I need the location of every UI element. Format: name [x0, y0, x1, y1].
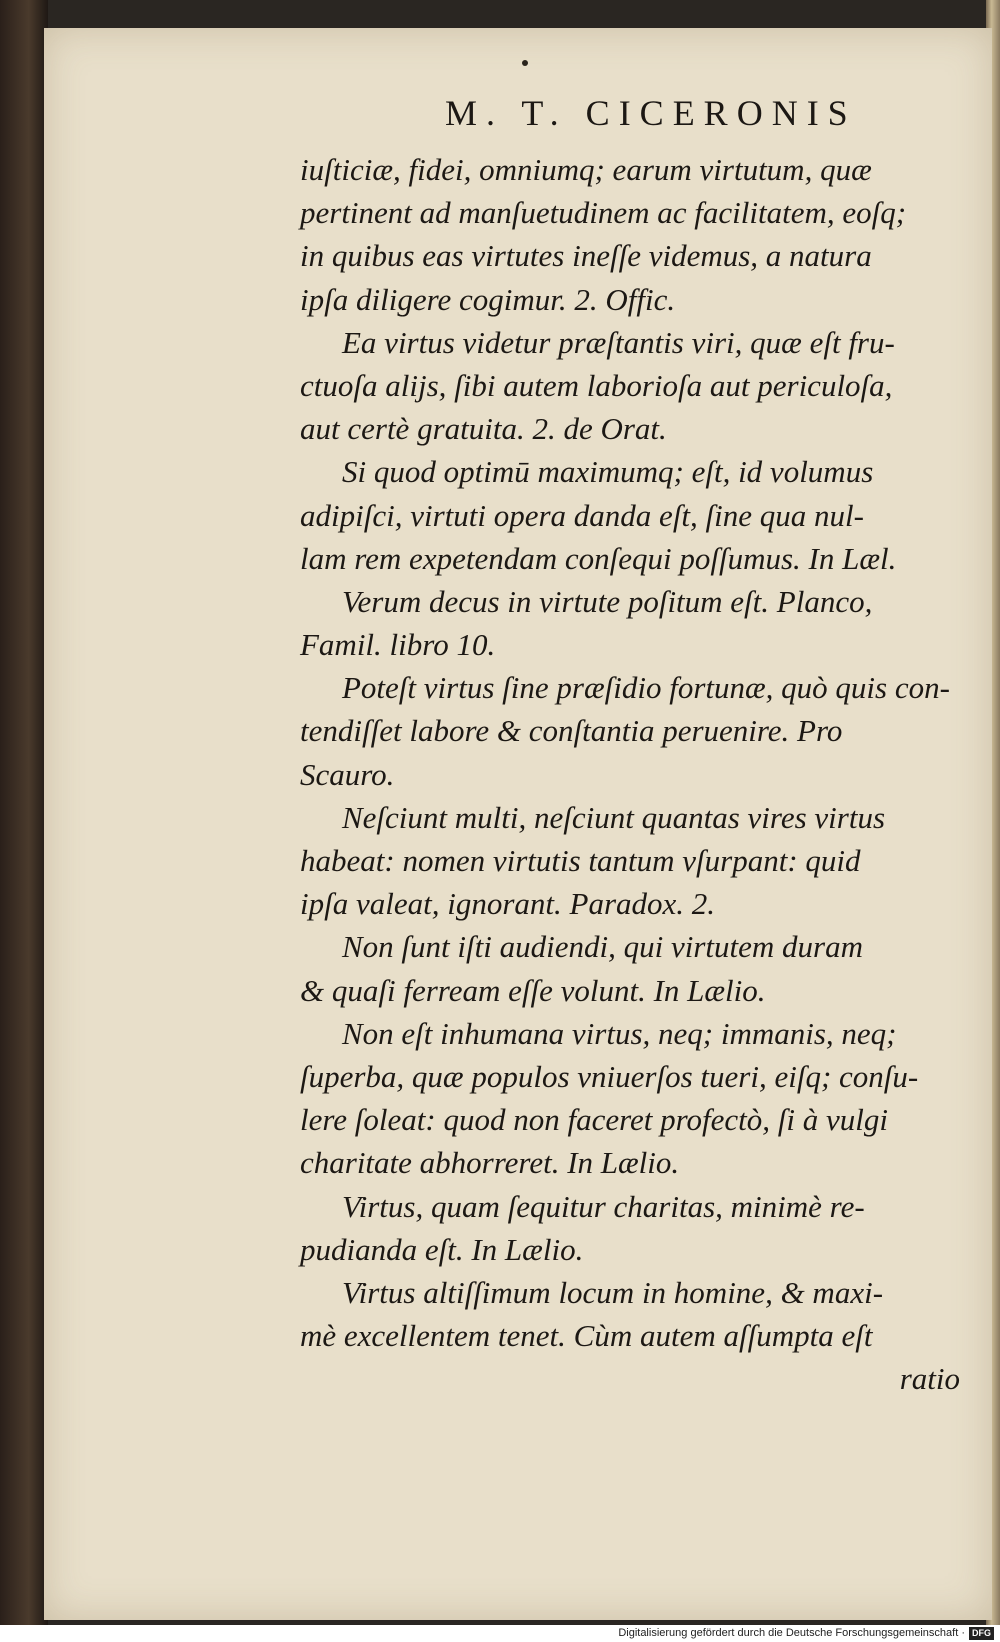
catchword: ratio — [899, 1361, 960, 1397]
running-title: M. T. CICERONIS — [445, 93, 857, 133]
text-line: ipſa valeat, ignorant. Paradox. 2. — [300, 886, 716, 922]
text-line: tendiſſet labore & conſtantia peruenire. Pro — [300, 713, 843, 749]
footer-text: Digitalisierung gefördert durch die Deutsche Forschungsgemeinschaft · — [618, 1627, 965, 1639]
text-line: ipſa diligere cogimur. 2. Offic. — [300, 281, 676, 317]
book-binding — [0, 0, 48, 1625]
text-line: Si quod optimū maximumq; eſt, id volumus — [342, 454, 874, 490]
text-line: & quaſi ferream eſſe volunt. In Lælio. — [300, 972, 766, 1008]
text-line: lere ſoleat: quod non faceret profectò, ſi à vulgi — [300, 1102, 889, 1138]
text-line: adipiſci, virtuti opera danda eſt, ſine qua nul- — [300, 497, 864, 533]
text-line: Virtus, quam ſequitur charitas, minimè re- — [342, 1188, 865, 1224]
text-line: iuſticiæ, fidei, omniumq; earum virtutum, quæ — [300, 152, 872, 187]
text-line: Poteſt virtus ſine præſidio fortunæ, quò quis con- — [342, 670, 950, 706]
text-line: Ea virtus videtur præſtantis viri, quæ eſt fru- — [342, 324, 895, 360]
text-line: Non ſunt iſti audiendi, qui virtutem duram — [342, 929, 863, 965]
text-line: mè excellentem tenet. Cùm autem aſſumpta eſt — [300, 1318, 873, 1354]
text-line: lam rem expetendam conſequi poſſumus. In Læl. — [300, 540, 897, 576]
page-body — [300, 148, 990, 1400]
text-line: pertinent ad manſuetudinem ac facilitatem, eoſq; — [300, 195, 907, 231]
text-line: Virtus altiſſimum locum in homine, & maxi- — [342, 1274, 884, 1310]
dfg-logo: DFG — [969, 1627, 994, 1640]
text-line: Scauro. — [300, 756, 395, 792]
text-line: pudianda eſt. In Lælio. — [300, 1231, 584, 1267]
ink-dot — [522, 60, 528, 66]
text-line: aut certè gratuita. 2. de Orat. — [300, 411, 667, 447]
text-line: Verum decus in virtute poſitum eſt. Planco, — [342, 583, 873, 619]
text-line: Famil. libro 10. — [300, 627, 496, 663]
text-line: ſuperba, quæ populos vniuerſos tueri, eiſq; conſu- — [300, 1058, 919, 1094]
text-line: Non eſt inhumana virtus, neq; immanis, neq; — [342, 1015, 897, 1051]
text-line: ctuoſa alijs, ſibi autem laborioſa aut periculoſa, — [300, 367, 893, 403]
text-line: in quibus eas virtutes ineſſe videmus, a natura — [300, 238, 872, 274]
text-line: charitate abhorreret. In Lælio. — [300, 1145, 680, 1181]
text-line: Neſciunt multi, neſciunt quantas vires virtus — [342, 799, 886, 835]
digitization-footer — [0, 1625, 1000, 1642]
text-line: habeat: nomen virtutis tantum vſurpant: quid — [300, 843, 861, 878]
